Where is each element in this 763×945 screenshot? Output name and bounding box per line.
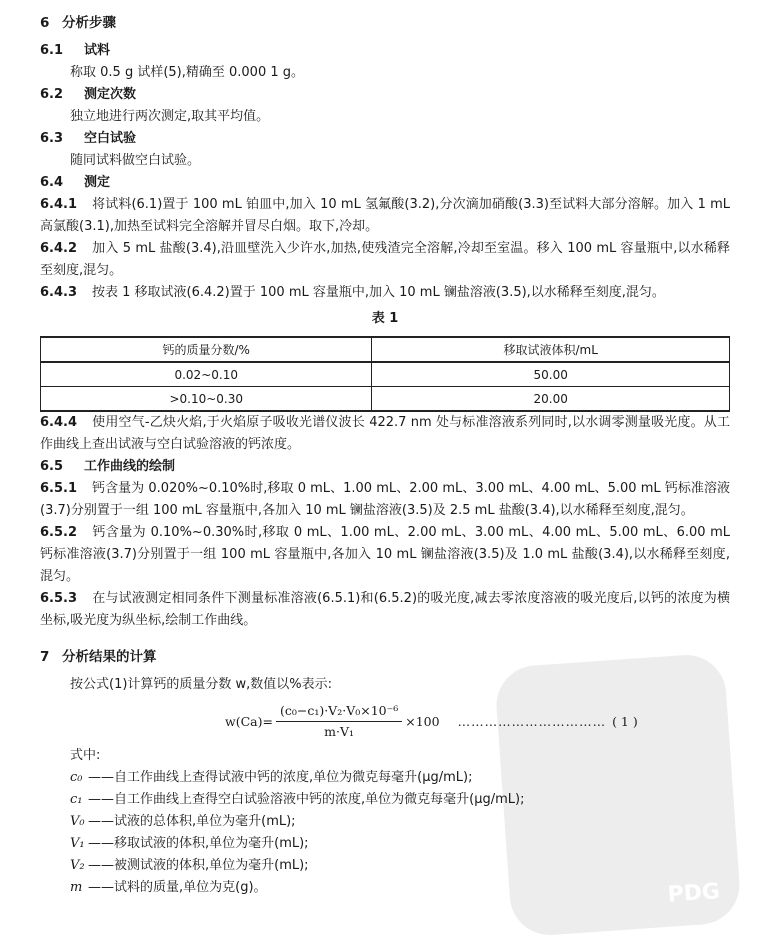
subsection-number: 6.2	[40, 87, 64, 102]
subsection-6-3-heading	[40, 128, 730, 150]
table-cell: 0.02~0.10	[41, 362, 372, 387]
table-row	[41, 362, 730, 387]
subsection-6-2-heading	[40, 84, 730, 106]
table-row	[41, 387, 730, 412]
definition-item	[40, 789, 730, 811]
clause-text: 钙含量为 0.10%~0.30%时,移取 0 mL、1.00 mL、2.00 mL、3.00 mL、4.00 mL、5.00 mL、6.00 mL钙标准溶液(3.7)分别置于一组 100 mL 容量瓶中,各加入 10 mL 镧盐溶液(3.5)及 1.0 mL 盐酸(3.4),以水稀释至刻度,混匀。	[40, 525, 730, 584]
table-header-row	[41, 337, 730, 362]
variable-symbol: V₁	[70, 836, 85, 851]
definition-item	[40, 877, 730, 899]
formula-numerator: (c₀−c₁)·V₂·V₀×10⁻⁶	[276, 702, 402, 722]
variable-description: ——自工作曲线上查得空白试验溶液中钙的浓度,单位为微克每毫升(μg/mL);	[88, 792, 525, 807]
definition-item	[40, 833, 730, 855]
subsection-title: 测定	[84, 175, 111, 190]
formula-denominator: m·V₁	[324, 724, 355, 739]
variable-symbol: c₁	[70, 792, 83, 807]
subsection-6-1-heading	[40, 40, 730, 62]
formula-number: ( 1 )	[612, 713, 638, 729]
clause-text: 将试料(6.1)置于 100 mL 铂皿中,加入 10 mL 氢氟酸(3.2),分次滴加硝酸(3.3)至试料大部分溶解。加入 1 mL 高氯酸(3.1),加热至试料完全溶解并冒尽白烟。取下,冷却。	[40, 197, 730, 234]
formula-fraction	[276, 702, 402, 741]
subsection-number: 6.5	[40, 459, 64, 474]
clause-6-5-1	[40, 478, 730, 522]
subsection-6-2-text: 独立地进行两次测定,取其平均值。	[70, 109, 270, 124]
data-table	[40, 336, 730, 412]
clause-number: 6.4.4	[40, 415, 78, 430]
clause-6-4-2	[40, 238, 730, 282]
variable-description: ——被测试液的体积,单位为毫升(mL);	[88, 858, 309, 873]
variable-description: ——试料的质量,单位为克(g)。	[88, 880, 267, 895]
variable-symbol: V₂	[70, 858, 85, 873]
subsection-number: 6.3	[40, 131, 64, 146]
clause-number: 6.4.2	[40, 241, 78, 256]
clause-text: 钙含量为 0.020%~0.10%时,移取 0 mL、1.00 mL、2.00 mL、3.00 mL、4.00 mL、5.00 mL 钙标准溶液(3.7)分别置于一组 100 mL 容量瓶中,各加入 10 mL 镧盐溶液(3.5)及 2.5 mL 盐酸(3.4),以水稀释至刻度,混匀。	[40, 481, 730, 518]
section-title: 分析步骤	[62, 15, 116, 31]
clause-number: 6.4.3	[40, 285, 78, 300]
definition-item	[40, 855, 730, 877]
clause-6-4-4	[40, 412, 730, 456]
formula-tail: ×100	[405, 713, 440, 729]
clause-number: 6.5.3	[40, 591, 78, 606]
clause-text: 使用空气-乙炔火焰,于火焰原子吸收光谱仪波长 422.7 nm 处与标准溶液系列同时,以水调零测量吸光度。从工作曲线上查出试液与空白试验溶液的钙浓度。	[40, 415, 730, 452]
subsection-6-5-heading	[40, 456, 730, 478]
document-page	[40, 12, 730, 899]
definition-item	[40, 811, 730, 833]
formula-lhs: w(Ca)=	[225, 713, 273, 729]
table-cell: 20.00	[372, 387, 730, 412]
variable-definitions	[40, 767, 730, 899]
table-header-cell: 钙的质量分数/%	[41, 337, 372, 362]
watermark-text: PDG	[666, 879, 721, 908]
definition-item	[40, 767, 730, 789]
subsection-6-3-text: 随同试料做空白试验。	[70, 153, 201, 168]
table-cell: 50.00	[372, 362, 730, 387]
table-cell: >0.10~0.30	[41, 387, 372, 412]
variable-symbol: V₀	[70, 814, 85, 829]
formula-leader-dots: ……………………………	[457, 713, 607, 729]
subsection-6-1-text: 称取 0.5 g 试样(5),精确至 0.000 1 g。	[70, 65, 305, 80]
clause-6-5-3	[40, 588, 730, 632]
section-6-heading	[40, 12, 730, 34]
table-header-cell: 移取试液体积/mL	[372, 337, 730, 362]
clause-6-5-2	[40, 522, 730, 588]
clause-6-4-1	[40, 194, 730, 238]
variable-description: ——移取试液的体积,单位为毫升(mL);	[88, 836, 309, 851]
clause-number: 6.5.2	[40, 525, 78, 540]
section-7-heading	[40, 646, 730, 668]
clause-number: 6.5.1	[40, 481, 78, 496]
subsection-title: 试料	[84, 43, 111, 58]
subsection-title: 工作曲线的绘制	[84, 459, 176, 474]
variable-description: ——试液的总体积,单位为毫升(mL);	[88, 814, 296, 829]
formula-1	[225, 702, 730, 741]
subsection-title: 空白试验	[84, 131, 137, 146]
subsection-number: 6.4	[40, 175, 64, 190]
where-label: 式中:	[70, 748, 101, 763]
section-number: 7	[40, 649, 50, 665]
variable-symbol: m	[70, 880, 83, 895]
table-caption: 表 1	[371, 311, 399, 326]
section-number: 6	[40, 15, 50, 31]
subsection-title: 测定次数	[84, 87, 137, 102]
clause-text: 加入 5 mL 盐酸(3.4),沿皿壁洗入少许水,加热,使残渣完全溶解,冷却至室温。移入 100 mL 容量瓶中,以水稀释至刻度,混匀。	[40, 241, 730, 278]
clause-number: 6.4.1	[40, 197, 78, 212]
section-title: 分析结果的计算	[62, 649, 157, 665]
variable-description: ——自工作曲线上查得试液中钙的浓度,单位为微克每毫升(μg/mL);	[88, 770, 473, 785]
variable-symbol: c₀	[70, 770, 83, 785]
clause-6-4-3	[40, 282, 730, 304]
clause-text: 按表 1 移取试液(6.4.2)置于 100 mL 容量瓶中,加入 10 mL 镧盐溶液(3.5),以水稀释至刻度,混匀。	[92, 285, 665, 300]
clause-text: 在与试液测定相同条件下测量标准溶液(6.5.1)和(6.5.2)的吸光度,减去零浓度溶液的吸光度后,以钙的浓度为横坐标,吸光度为纵坐标,绘制工作曲线。	[40, 591, 730, 628]
subsection-6-4-heading	[40, 172, 730, 194]
calculation-intro: 按公式(1)计算钙的质量分数 w,数值以%表示:	[70, 677, 333, 692]
subsection-number: 6.1	[40, 43, 64, 58]
